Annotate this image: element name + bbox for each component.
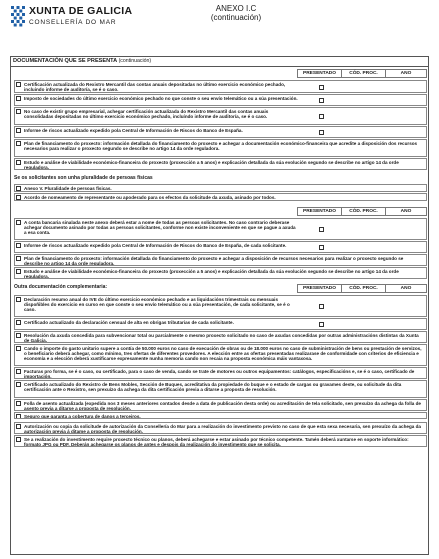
document-label: Declaración resumo anual do IVE do último exercicio económico pechado e as liquidacións trimestrais ou mensuais dispoñibles do exercicio en curso en que conste o seu envío telemático ou a súa presentación, de cada solicitante, se é o caso. xyxy=(24,296,290,313)
document-label: Folla de asento actualizada (expedida nos 3 meses anteriores contados desde a data de publicación desta orde) ou acreditación de tela solicitado, sen prexuízo da achega da folla de asento previa a ditarse a proposta de resolución. xyxy=(24,400,421,411)
presented-checkbox[interactable] xyxy=(319,227,324,232)
presented-checkbox[interactable] xyxy=(319,98,324,103)
documentation-form xyxy=(10,56,429,555)
document-checkbox[interactable] xyxy=(16,369,21,374)
document-checkbox[interactable] xyxy=(16,269,21,274)
document-label: Acordo de nomeamento de representante ou apoderado para os efectos da solicitude da axuda, asinado por todos. xyxy=(24,194,276,200)
document-checkbox[interactable] xyxy=(16,243,21,248)
presented-checkbox[interactable] xyxy=(319,245,324,250)
document-row xyxy=(14,94,427,106)
presented-checkbox[interactable] xyxy=(319,322,324,327)
document-label: Se a realización do investimento require proxecto técnico ou planos, deberá achegarse e estar asinado por técnico competente. Tamén deberá xuntarse en soporte informático: formato JPG ou PDF. Deberán achegarse os planos de antes e despois da realización do investimento que se solicita. xyxy=(24,436,409,447)
document-checkbox[interactable] xyxy=(16,195,21,200)
annex-title: ANEXO I.C xyxy=(215,4,257,13)
xunta-logo-icon xyxy=(10,5,26,27)
document-checkbox[interactable] xyxy=(16,414,21,419)
presented-checkbox[interactable] xyxy=(319,130,324,135)
group3-col-header-1: PRESENTADO xyxy=(297,207,341,216)
document-checkbox[interactable] xyxy=(16,437,21,442)
document-row xyxy=(14,254,427,266)
document-label: Certificación actualizada do Rexistro Mercantil das contas anuais depositadas no último exercicio económico pechado, incluindo informe de auditoría, se é o caso. xyxy=(24,81,286,92)
annex-subtitle: (continuación) xyxy=(210,13,262,22)
document-label: Estudo e análise de viabilidade económico-financeira do proxecto (proxección a 5 anos) e explicación detallada da súa evolución segundo se describe no artigo 14 da orde reguladora. xyxy=(24,159,399,170)
document-checkbox[interactable] xyxy=(16,333,21,338)
document-row xyxy=(14,399,427,411)
document-label: No caso de existir grupo empresarial, achegar certificación actualizada do Rexistro Mercantil das contas anuais consolidadas depositadas no último exercicio económico pechado, incluíndo informe de auditoría, se é o caso. xyxy=(24,108,269,119)
document-row xyxy=(14,184,427,192)
document-checkbox[interactable] xyxy=(16,382,21,387)
document-label: Informe de riscos actualizado expedido pola Central de Información de Riscos do Banco de España. xyxy=(24,127,243,133)
document-checkbox[interactable] xyxy=(16,256,21,261)
document-label: Estudo e análise de viabilidade económico-financeira do proxecto (proxección a 5 anos) e explicación detallada da súa evolución segundo se describe no artigo 14 da orde reguladora. xyxy=(24,268,399,279)
document-checkbox[interactable] xyxy=(16,160,21,165)
document-checkbox[interactable] xyxy=(16,96,21,101)
document-row xyxy=(14,193,427,201)
document-label: Informe de riscos actualizado expedido pola Central de Información de Riscos do Banco de España, de cada solicitante. xyxy=(24,242,287,248)
section-divider xyxy=(11,66,428,67)
document-label: A conta bancaria sinalada neste anexo deberá estar a nome de todas as persoas solicitantes. No caso contrario deberase achegar documento asinado por todas as persoas solicitantes, conforme non existe inconveniente en que se pague a axuda a esa conta. xyxy=(24,219,296,236)
document-label: Imposto de sociedades do último exercicio económico pechado no que conste o seu envío telemático ou a súa presentación. xyxy=(24,95,298,101)
document-row xyxy=(14,241,427,253)
group-title: Se os solicitantes son unha pluralidade de persoas físicas xyxy=(14,175,153,181)
document-row xyxy=(14,80,427,93)
document-row xyxy=(14,331,427,343)
group3-col-header-2: CÓD. PROC. xyxy=(341,207,385,216)
document-checkbox[interactable] xyxy=(16,220,21,225)
document-row xyxy=(14,267,427,279)
section-title-suffix: (continuación) xyxy=(118,58,152,64)
document-row xyxy=(14,218,427,240)
group4-col-header-2: CÓD. PROC. xyxy=(341,284,385,293)
group3-col-header-3: ANO xyxy=(385,207,427,216)
document-checkbox[interactable] xyxy=(16,109,21,114)
document-checkbox[interactable] xyxy=(16,141,21,146)
group4-col-header-1: PRESENTADO xyxy=(297,284,341,293)
document-label: Certificado actualizado da declaración censual de alta en obrigas tributarias de cada solicitante. xyxy=(24,319,234,325)
document-row xyxy=(14,344,427,366)
presented-checkbox[interactable] xyxy=(319,85,324,90)
document-checkbox[interactable] xyxy=(16,401,21,406)
document-label: Cando o importe do gasto unitario supere a contía de 50.000 euros no caso de execución de obras ou de 18.000 euros no caso de subministración de bens ou prestación de servizos, o beneficiario deberá achegar, como mínimo, tres ofertas de diferentes provedores. A elección entre as ofertas presentadas realizarase de conformidade con criterios de eficiencia e economía e a elección deberá xustificarse expresamente nunha memoria cando non recaia na proposta económica máis vantaxosa. xyxy=(24,345,422,362)
document-checkbox[interactable] xyxy=(16,424,21,429)
document-checkbox[interactable] xyxy=(16,186,21,191)
document-checkbox[interactable] xyxy=(16,82,21,87)
dept-name: CONSELLERÍA DO MAR xyxy=(29,19,117,26)
document-row xyxy=(14,412,427,419)
page-header xyxy=(10,4,429,30)
document-label: Plan de financiamento do proxecto: información detallada do financiamento do proxecto e achegar a documentación económico-financeira que acredite a disposición dos recursos necesarios para realizar o proxecto segundo se describe no artigo 14 da orde reguladora. xyxy=(24,140,418,151)
document-row xyxy=(14,126,427,138)
document-label: Resolución da axuda concedida para subvencionar total ou parcialmente o mesmo proxecto solicitado no caso de axudas concedidas por outras administracións distintas da Xunta de Galicia. xyxy=(24,332,419,343)
document-row xyxy=(14,295,427,317)
document-row xyxy=(14,107,427,125)
document-checkbox[interactable] xyxy=(16,128,21,133)
document-row xyxy=(14,367,427,379)
group1-col-header-3: ANO xyxy=(385,69,427,78)
document-label: Autorización ou copia da solicitude de autorización da Consellería do Mar para a realización do investimento previsto no caso de que esta sexa necesaria, sen prexuízo da achega da autorización previa á ditame a proposta de resolución. xyxy=(24,423,421,434)
document-row xyxy=(14,422,427,434)
document-row xyxy=(14,380,427,398)
document-row xyxy=(14,318,427,330)
section-title xyxy=(13,58,151,64)
document-row xyxy=(14,158,427,170)
section-title-main: DOCUMENTACIÓN QUE SE PRESENTA xyxy=(13,58,118,64)
document-checkbox[interactable] xyxy=(16,346,21,351)
group-title: Outra documentación complementaria: xyxy=(14,284,108,290)
org-name: XUNTA DE GALICIA xyxy=(29,5,133,17)
document-checkbox[interactable] xyxy=(16,297,21,302)
document-label: Seguro que garanta a cobertura de danos a terceiros. xyxy=(24,413,141,419)
document-label: Plan de financiamento do proxecto: información detallada do financiamento do proxecto e achegar a disposición de recursos necesarios para realizar o proxecto segundo se describe no artigo 14 da orde reguladora. xyxy=(24,255,404,266)
annex-label xyxy=(196,4,276,22)
presented-checkbox[interactable] xyxy=(319,304,324,309)
document-label: Anexo V. Pluralidade de persoas físicas. xyxy=(24,185,112,191)
document-label: Certificado actualizado do Rexistro de Bens Mobles, Sección de Buques, acreditativa da propiedade do buque e o estado de cargas ou gravames deste, ou solicitude da dita certificación ante o Rexistro, sen prexuízo da achega da dita certificación previa a ditarse a proposta de resolución. xyxy=(24,381,402,392)
group1-col-header-2: CÓD. PROC. xyxy=(341,69,385,78)
group1-col-header-1: PRESENTADO xyxy=(297,69,341,78)
document-row xyxy=(14,435,427,447)
document-row xyxy=(14,139,427,157)
presented-checkbox[interactable] xyxy=(319,114,324,119)
document-label: Facturas pro forma, se é o caso, ou certificado, para o caso de venda, cando se trate de motores ou outros equipamentos: catálogos, especificacións e, se é o caso, certificado de importación. xyxy=(24,368,415,379)
group4-col-header-3: ANO xyxy=(385,284,427,293)
document-checkbox[interactable] xyxy=(16,320,21,325)
